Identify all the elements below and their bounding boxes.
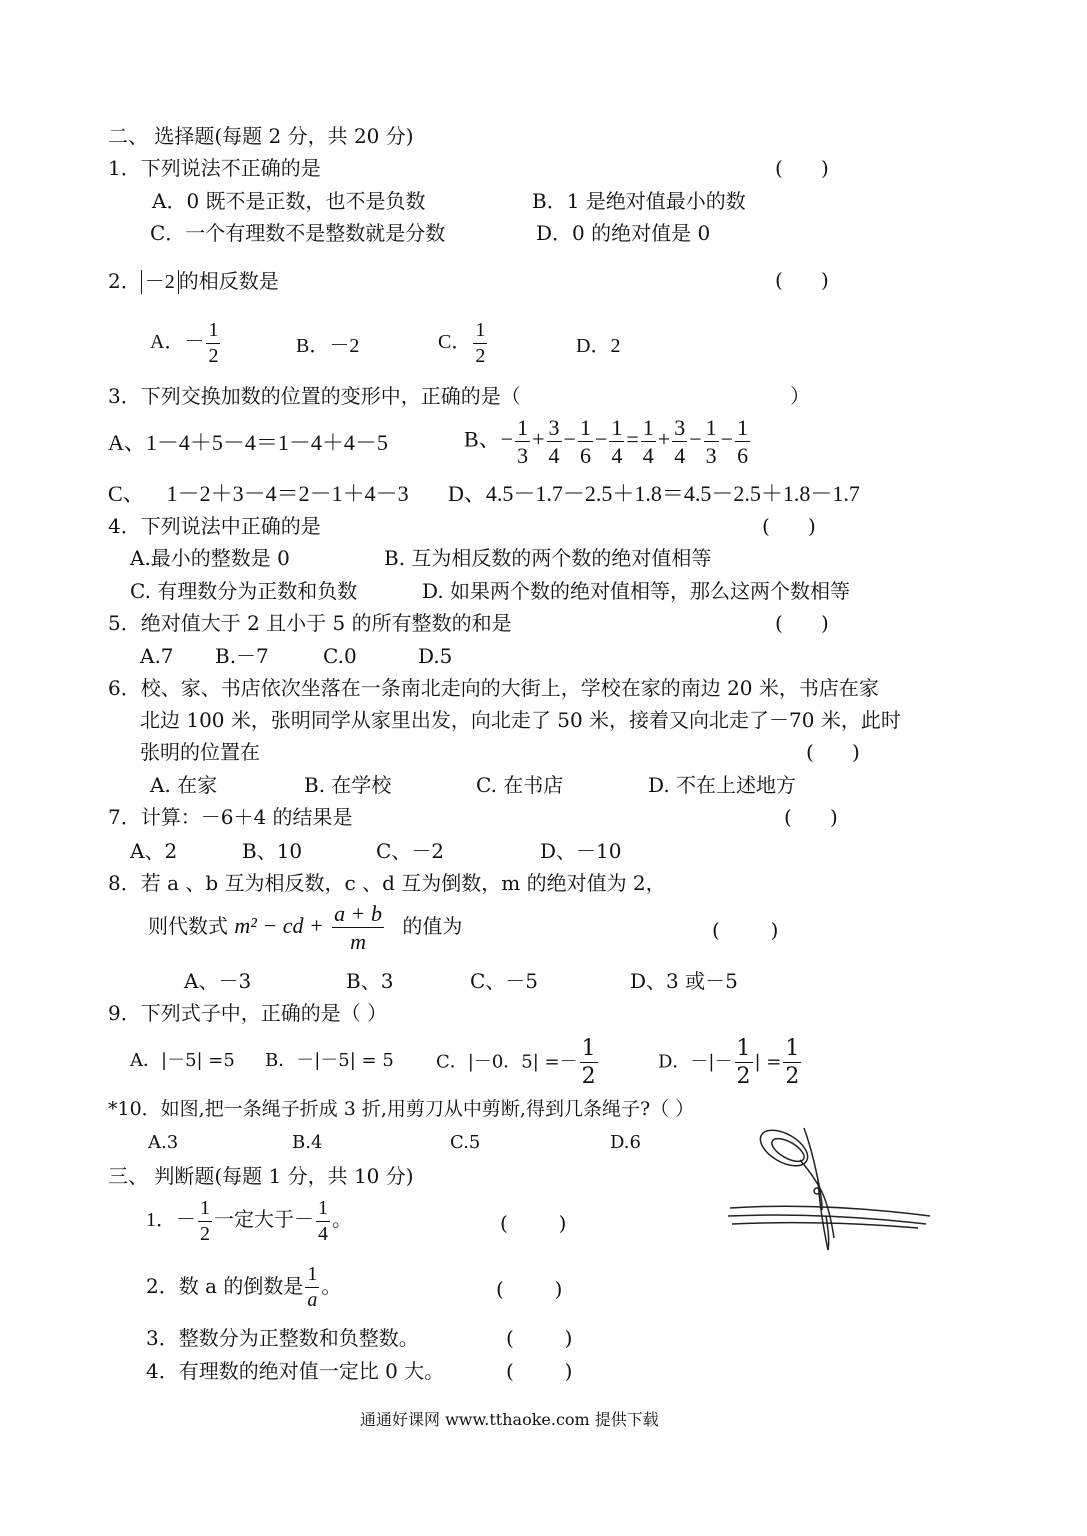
frac-den: 4 — [611, 443, 623, 469]
j1-answer-paren: ( ) — [500, 1211, 567, 1235]
q6-line-1: 6．校、家、书店依次坐落在一条南北走向的大街上，学校在家的南边 20 米，书店在家 — [108, 676, 879, 700]
q10-stem: *10．如图,把一条绳子折成 3 折,用剪刀从中剪断,得到几条绳子?（ ） — [108, 1098, 695, 1120]
q5-option-b: B.－7 — [215, 644, 269, 668]
q3-option-b: B、− $\frac{1}{3}$ + $\frac{3}{4}$ − $\frac{1}{6}$ − $\frac{1}{4}$ = $\frac{1}{4}$ + $\frac{3}{4}$ − $\frac{1}{3}$ − $\frac{1}{6}$ — [464, 415, 749, 469]
q5-option-c: C.0 — [323, 644, 357, 668]
frac-den: m — [350, 929, 367, 955]
q5-option-d: D.5 — [418, 644, 453, 668]
q2-answer-paren: ( ) — [775, 268, 829, 292]
q2-stem — [108, 270, 279, 294]
frac-den: 6 — [737, 443, 749, 469]
q6-option-a: A. 在家 — [150, 773, 218, 797]
q9-option-c — [436, 1037, 600, 1088]
q1-option-a: A．0 既不是正数，也不是负数 — [152, 189, 426, 213]
q2-option-b: B．－2 — [296, 335, 360, 357]
q8-post: 的值为 — [402, 914, 463, 939]
j1-stem — [146, 1198, 352, 1245]
frac-num: 1 — [305, 1264, 319, 1288]
frac-num: 1 — [783, 1037, 801, 1063]
j1-num: 1．－ — [146, 1209, 196, 1232]
page-footer: 通通好课网 www.tthaoke.com 提供下载 — [360, 1410, 659, 1429]
q5-answer-paren: ( ) — [775, 611, 829, 635]
q2-abs-expr: －2 — [141, 270, 179, 294]
j4-stem: 4．有理数的绝对值一定比 0 大。 — [146, 1359, 445, 1383]
q3-option-a: A、1－4＋5－4＝1－4＋4－5 — [108, 430, 388, 455]
q3-b-label: B、 — [464, 426, 501, 452]
q4-option-b: B. 互为相反数的两个数的绝对值相等 — [384, 546, 712, 570]
q7-stem: 7．计算：－6＋4 的结果是 — [108, 805, 353, 829]
frac-num: 1 — [206, 320, 220, 344]
q4-option-d: D. 如果两个数的绝对值相等，那么这两个数相等 — [422, 579, 851, 603]
q1-option-b: B．1 是绝对值最小的数 — [532, 189, 746, 213]
j2-end: 。 — [321, 1274, 342, 1298]
q9-d-mid: | = — [754, 1051, 782, 1073]
j2-pre: 2．数 a 的倒数是 — [146, 1274, 304, 1298]
q10-option-d: D.6 — [610, 1132, 641, 1153]
frac-den: a — [307, 1289, 318, 1311]
j4-answer-paren: ( ) — [506, 1359, 573, 1383]
q8-expr: m² − cd + — [234, 913, 324, 939]
frac-num: 1 — [735, 1037, 753, 1063]
q3-paren-close: ） — [790, 384, 810, 408]
j2-answer-paren: ( ) — [496, 1277, 563, 1301]
q1-option-c: C．一个有理数不是整数就是分数 — [150, 221, 446, 245]
frac-num: 1 — [316, 1198, 330, 1222]
frac-num: 3 — [672, 416, 687, 442]
q8-line-1: 8．若 a 、b 互为相反数，c 、d 互为倒数，m 的绝对值为 2， — [108, 871, 666, 895]
frac-den: 2 — [200, 1223, 210, 1245]
scissors-icon — [722, 1120, 936, 1260]
frac-num: 1 — [515, 416, 530, 442]
q2-a-label: A．－ — [150, 331, 205, 354]
q10-option-b: B.4 — [292, 1132, 323, 1153]
q2-c-label: C． — [438, 331, 472, 354]
q6-line-3: 张明的位置在 — [140, 740, 260, 764]
q2-option-d: D．2 — [576, 335, 621, 357]
q6-line-2: 北边 100 米，张明同学从家里出发，向北走了 50 米，接着又向北走了－70 米，此时 — [140, 708, 901, 732]
q9-c-text: C．|－0．5| =－ — [436, 1051, 578, 1073]
section-title-choice: 二、 选择题(每题 2 分，共 20 分) — [108, 124, 414, 148]
q1-option-d: D．0 的绝对值是 0 — [536, 221, 711, 245]
q10-option-c: C.5 — [450, 1132, 481, 1153]
j3-answer-paren: ( ) — [506, 1326, 573, 1350]
q7-option-c: C、－2 — [376, 839, 445, 863]
q2-stem-text: 的相反数是 — [178, 269, 279, 293]
frac-den: 6 — [579, 443, 591, 469]
frac-num: 1 — [473, 320, 487, 344]
q3-option-d: D、4.5－1.7－2.5＋1.8＝4.5－2.5＋1.8－1.7 — [448, 481, 860, 506]
frac-num: 1 — [641, 416, 656, 442]
j1-end: 。 — [332, 1209, 352, 1232]
frac-num: 1 — [198, 1198, 212, 1222]
q8-option-b: B、3 — [346, 969, 394, 993]
q9-option-b: B．－|－5| = 5 — [265, 1050, 394, 1071]
q5-stem: 5．绝对值大于 2 且小于 5 的所有整数的和是 — [108, 611, 512, 635]
frac-den: 4 — [674, 443, 686, 469]
q6-answer-paren: ( ) — [806, 740, 860, 764]
q4-option-a: A.最小的整数是 0 — [130, 546, 290, 570]
q10-option-a: A.3 — [148, 1132, 179, 1153]
q4-option-c: C. 有理数分为正数和负数 — [130, 579, 358, 603]
frac-den: 4 — [642, 443, 654, 469]
q4-answer-paren: ( ) — [762, 514, 816, 538]
q3-stem: 3．下列交换加数的位置的变形中，正确的是（ — [108, 384, 521, 408]
q7-option-d: D、－10 — [540, 839, 622, 863]
q8-option-c: C、－5 — [470, 969, 539, 993]
q9-stem: 9．下列式子中，正确的是（ ） — [108, 1001, 388, 1025]
q8-option-a: A、－3 — [184, 969, 252, 993]
q1-stem: 1．下列说法不正确的是 — [108, 156, 321, 180]
j1-mid: 一定大于－ — [214, 1209, 314, 1232]
q2-option-c — [438, 320, 489, 367]
q3-option-c: C、 1－2＋3－4＝2－1＋4－3 — [108, 481, 409, 506]
frac-num: 1 — [578, 416, 593, 442]
frac-num: 1 — [704, 416, 719, 442]
q8-pre: 则代数式 — [148, 914, 228, 939]
frac-den: 2 — [208, 345, 219, 367]
q9-option-a: A．|－5| =5 — [130, 1050, 235, 1071]
q6-option-c: C. 在书店 — [476, 773, 564, 797]
q9-d-pre: D．－|－ — [658, 1051, 733, 1073]
q6-option-d: D. 不在上述地方 — [648, 773, 797, 797]
q2-option-a — [150, 320, 222, 367]
q9-option-d — [658, 1037, 803, 1088]
q6-option-b: B. 在学校 — [304, 773, 392, 797]
frac-den: 3 — [705, 443, 717, 469]
frac-den: 2 — [736, 1064, 751, 1090]
frac-den: 2 — [785, 1064, 800, 1090]
q8-expression — [148, 902, 462, 953]
frac-num: 1 — [609, 416, 624, 442]
j3-stem: 3．整数分为正整数和负整数。 — [146, 1326, 419, 1350]
frac-den: 3 — [517, 443, 529, 469]
q2-number: 2． — [108, 269, 141, 293]
frac-num: 1 — [735, 416, 750, 442]
frac-num: 3 — [547, 416, 562, 442]
q1-answer-paren: ( ) — [775, 156, 829, 180]
q4-stem: 4．下列说法中正确的是 — [108, 514, 321, 538]
frac-num: 1 — [580, 1037, 598, 1063]
q5-option-a: A.7 — [140, 644, 174, 668]
q7-option-a: A、2 — [130, 839, 178, 863]
frac-num: a + b — [332, 902, 384, 928]
q7-option-b: B、10 — [242, 839, 303, 863]
frac-den: 2 — [475, 345, 486, 367]
frac-den: 4 — [548, 443, 560, 469]
frac-den: 2 — [581, 1064, 596, 1090]
j2-stem — [146, 1264, 341, 1311]
q8-option-d: D、3 或－5 — [630, 969, 738, 993]
section-title-judge: 三、 判断题(每题 1 分，共 10 分) — [108, 1164, 414, 1188]
q7-answer-paren: ( ) — [784, 805, 838, 829]
q8-answer-paren: ( ) — [712, 918, 779, 942]
frac-den: 4 — [318, 1223, 328, 1245]
